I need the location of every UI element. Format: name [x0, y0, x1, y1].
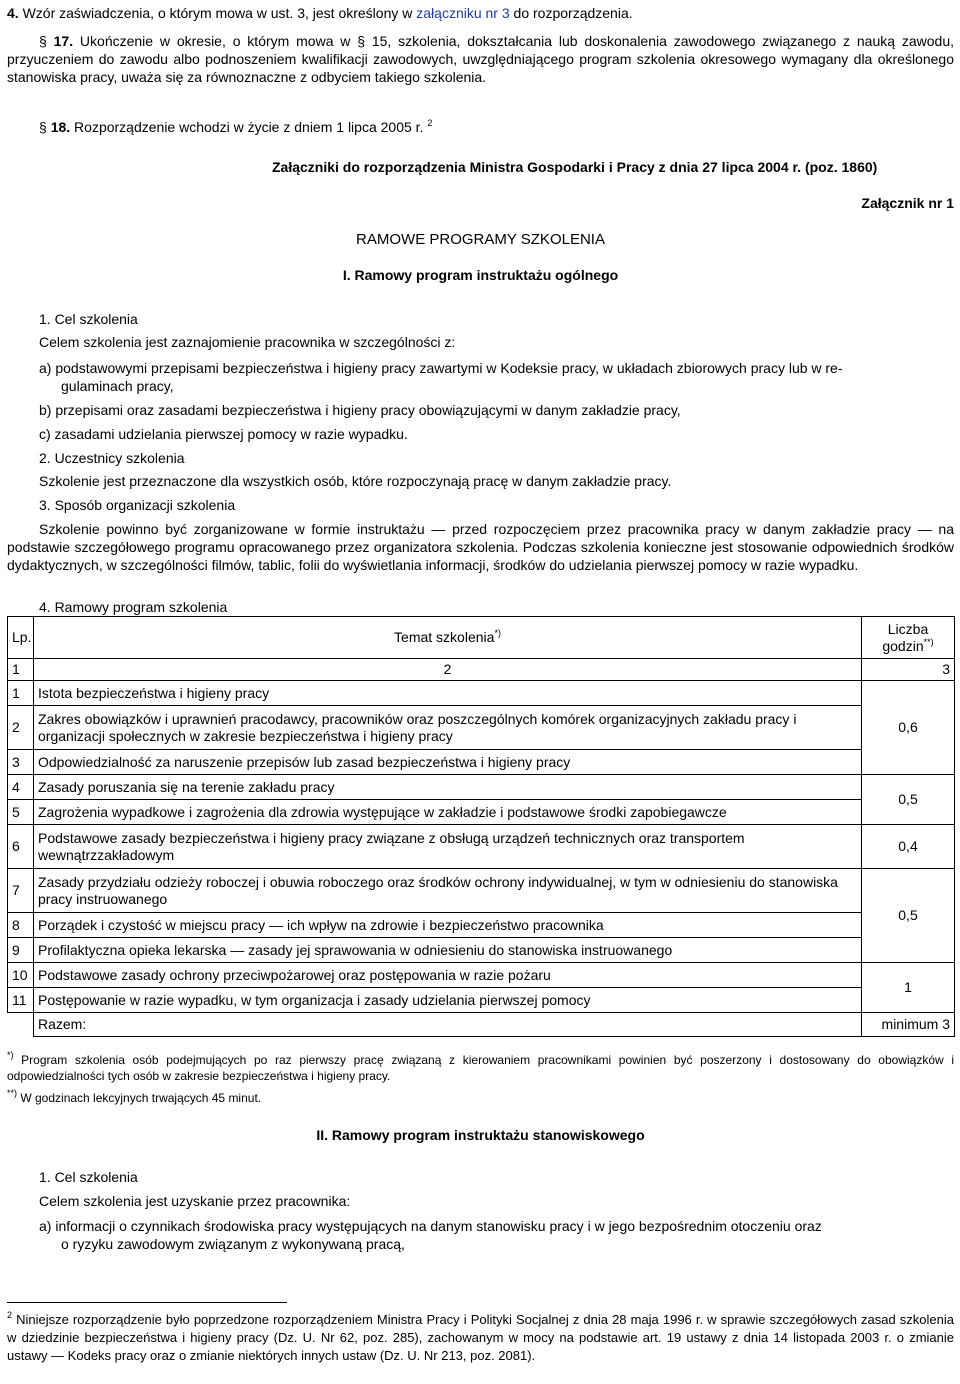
table-row: 8 Porządek i czystość w miejscu pracy — ich wpływ na zdrowie i bezpieczeństwo pracownika: [8, 913, 955, 938]
s1-goal-intro: Celem szkolenia jest zaznajomienie pracownika w szczególności z:: [39, 334, 456, 350]
paragraph-18-text: Rozporządzenie wchodzi w życie z dniem 1 lipca 2005 r.: [70, 119, 428, 135]
paragraph-4-number: 4.: [7, 5, 19, 21]
s1-heading-program: 4. Ramowy program szkolenia: [39, 599, 228, 615]
table-footnote-2: **) W godzinach lekcyjnych trwających 45 minut.: [7, 1088, 262, 1105]
table-row: 1 Istota bezpieczeństwa i higieny pracy 0,6: [8, 681, 955, 706]
paragraph-18: [39, 118, 939, 136]
s2-goal-intro: Celem szkolenia jest uzyskanie przez pracownika:: [39, 1193, 351, 1209]
table-row: 9 Profilaktyczna opieka lekarska — zasady jej sprawowania w odniesieniu do stanowiska instruowanego: [8, 938, 955, 963]
header-hours: Liczba godzin**): [862, 617, 955, 659]
table-row: 11 Postępowanie w razie wypadku, w tym organizacja i zasady udzielania pierwszej pomocy: [8, 988, 955, 1013]
table-row: 2 Zakres obowiązków i uprawnień pracodawcy, pracowników oraz poszczególnych komórek organizacyjnych zakładu pracy i organizacji społecznych w zakresie bezpieczeństwa i higieny pracy: [8, 706, 955, 750]
s1-heading-organization: 3. Sposób organizacji szkolenia: [39, 497, 236, 513]
table-row: 7 Zasady przydziału odzieży roboczej i obuwia roboczego oraz środków ochrony indywidualnej, w tym w odniesieniu do stanowiska pracy instruowanego 0,5: [8, 869, 955, 913]
s1-goal-b: b) przepisami oraz zasadami bezpieczeństwa i higieny pracy obowiązującymi w danym zakładzie pracy,: [39, 402, 681, 418]
s2-heading-goal: 1. Cel szkolenia: [39, 1169, 138, 1185]
s1-heading-goal: 1. Cel szkolenia: [39, 311, 138, 327]
section-1-title: I. Ramowy program instruktażu ogólnego: [342, 267, 619, 283]
table-total-row: [8, 1013, 955, 1037]
total-label: Razem:: [34, 1013, 862, 1037]
paragraph-4-text-end: do rozporządzenia.: [509, 5, 633, 21]
paragraph-18-number: 18.: [50, 119, 71, 135]
table-row: 3 Odpowiedzialność za naruszenie przepisów lub zasad bezpieczeństwa i higieny pracy: [8, 750, 955, 775]
footnote-divider: [7, 1302, 287, 1303]
hours-cell: 0,4: [862, 825, 955, 869]
table-row: 10 Podstawowe zasady ochrony przeciwpożarowej oraz postępowania w razie pożaru 1: [8, 963, 955, 988]
paragraph-17: [7, 32, 954, 86]
s1-heading-participants: 2. Uczestnicy szkolenia: [39, 450, 185, 466]
paragraph-17-text: Ukończenie w okresie, o którym mowa w § 15, szkolenia, dokształcania lub doskonalenia zawodowego związanego z nauką zawodu, przyuczeniem do zawodu albo podnoszeniem kwalifikacji zawodowych, uwzględniającego program szkolenia okresowego wymagany dla określonego stanowiska pracy, uważa się za równoznaczne z odbyciem takiego szkolenia.: [7, 33, 954, 85]
header-topic: Temat szkolenia*): [34, 617, 862, 659]
s2-goal-a: a) informacji o czynnikach środowiska pracy występujących na danym stanowisku pracy i w jego bezpośrednim otoczeniu oraz o ryzyku zawodowym związanym z wykonywaną pracą,: [39, 1218, 822, 1252]
table-row: 4 Zasady poruszania się na terenie zakładu pracy 0,5: [8, 775, 955, 800]
section-sign: §: [39, 119, 47, 135]
s1-goal-a: a) podstawowymi przepisami bezpieczeństwa i higieny pracy zawartymi w Kodeksie pracy, w układach zbiorowych pracy lub w re- gulaminach pracy,: [39, 360, 843, 394]
s1-participants: Szkolenie jest przeznaczone dla wszystkich osób, które rozpoczynają pracę w danym zakładzie pracy.: [39, 473, 672, 489]
annex-number: Załącznik nr 1: [861, 195, 954, 211]
page-footnote: $^2$ Niniejsze rozporządzenie było poprzedzone rozporządzeniem Ministra Pracy i Polityki Socjalnej z dnia 28 maja 1996 r. w sprawie szczegółowych zasad szkolenia w dziedzinie bezpieczeństwa i higieny pracy (Dz. U. Nr 62, poz. 285), zachowanym w mocy na podstawie art. 19 ustawy z dnia 14 listopada 2003 r. o zmianie ustawy — Kodeks pracy oraz o zmianie niektórych innych ustaw (Dz. U. Nr 213, poz. 2081).: [7, 1310, 954, 1363]
footnote-ref-2[interactable]: 2: [427, 118, 433, 128]
s1-organization: Szkolenie powinno być zorganizowane w formie instruktażu — przed rozpoczęciem przez pracownika pracy w danym zakładzie pracy — na podstawie szczegółowego programu opracowanego przez organizatora szkolenia. Podczas szkolenia konieczne jest stosowanie odpowiednich środków dydaktycznych, w szczególności filmów, tablic, folii do wyświetlania informacji, środków do udzielania pierwszej pomocy w razie wypadku.: [7, 521, 954, 573]
header-lp: Lp.: [8, 617, 34, 659]
annex-3-link[interactable]: załączniku nr 3: [416, 5, 510, 21]
annex-header: Załączniki do rozporządzenia Ministra Gospodarki i Pracy z dnia 27 lipca 2004 r. (poz. 1860): [272, 159, 878, 175]
hours-cell: 1: [862, 963, 955, 1013]
program-table: [7, 616, 955, 1037]
paragraph-4: [7, 4, 954, 22]
hours-cell: 0,5: [862, 869, 955, 963]
paragraph-4-text: Wzór zaświadczenia, o którym mowa w ust. 3, jest określony w: [18, 5, 417, 21]
s1-goal-c: c) zasadami udzielania pierwszej pomocy w razie wypadku.: [39, 426, 408, 442]
table-row: 5 Zagrożenia wypadkowe i zagrożenia dla zdrowia występujące w zakładzie i podstawowe środki zapobiegawcze: [8, 800, 955, 825]
section-2-title: II. Ramowy program instruktażu stanowiskowego: [316, 1127, 645, 1143]
table-footnote-1: *) Program szkolenia osób podejmujących po raz pierwszy pracę związaną z kierowaniem pracownikami powinien być poszerzony i dostosowany do obowiązków i odpowiedzialności tych osób w zakresie bezpieczeństwa i higieny pracy.: [7, 1050, 954, 1083]
table-header-row: [8, 617, 955, 659]
main-title: RAMOWE PROGRAMY SZKOLENIA: [356, 231, 605, 248]
paragraph-17-number: 17.: [53, 33, 74, 49]
hours-cell: 0,6: [862, 681, 955, 775]
section-sign: §: [39, 33, 47, 49]
table-row: 6 Podstawowe zasady bezpieczeństwa i higieny pracy związane z obsługą urządzeń technicznych oraz transportem wewnątrzzakładowym 0,4: [8, 825, 955, 869]
hours-cell: 0,5: [862, 775, 955, 825]
table-numbering-row: 1 2 3: [8, 659, 955, 681]
total-value: minimum 3: [862, 1013, 955, 1037]
